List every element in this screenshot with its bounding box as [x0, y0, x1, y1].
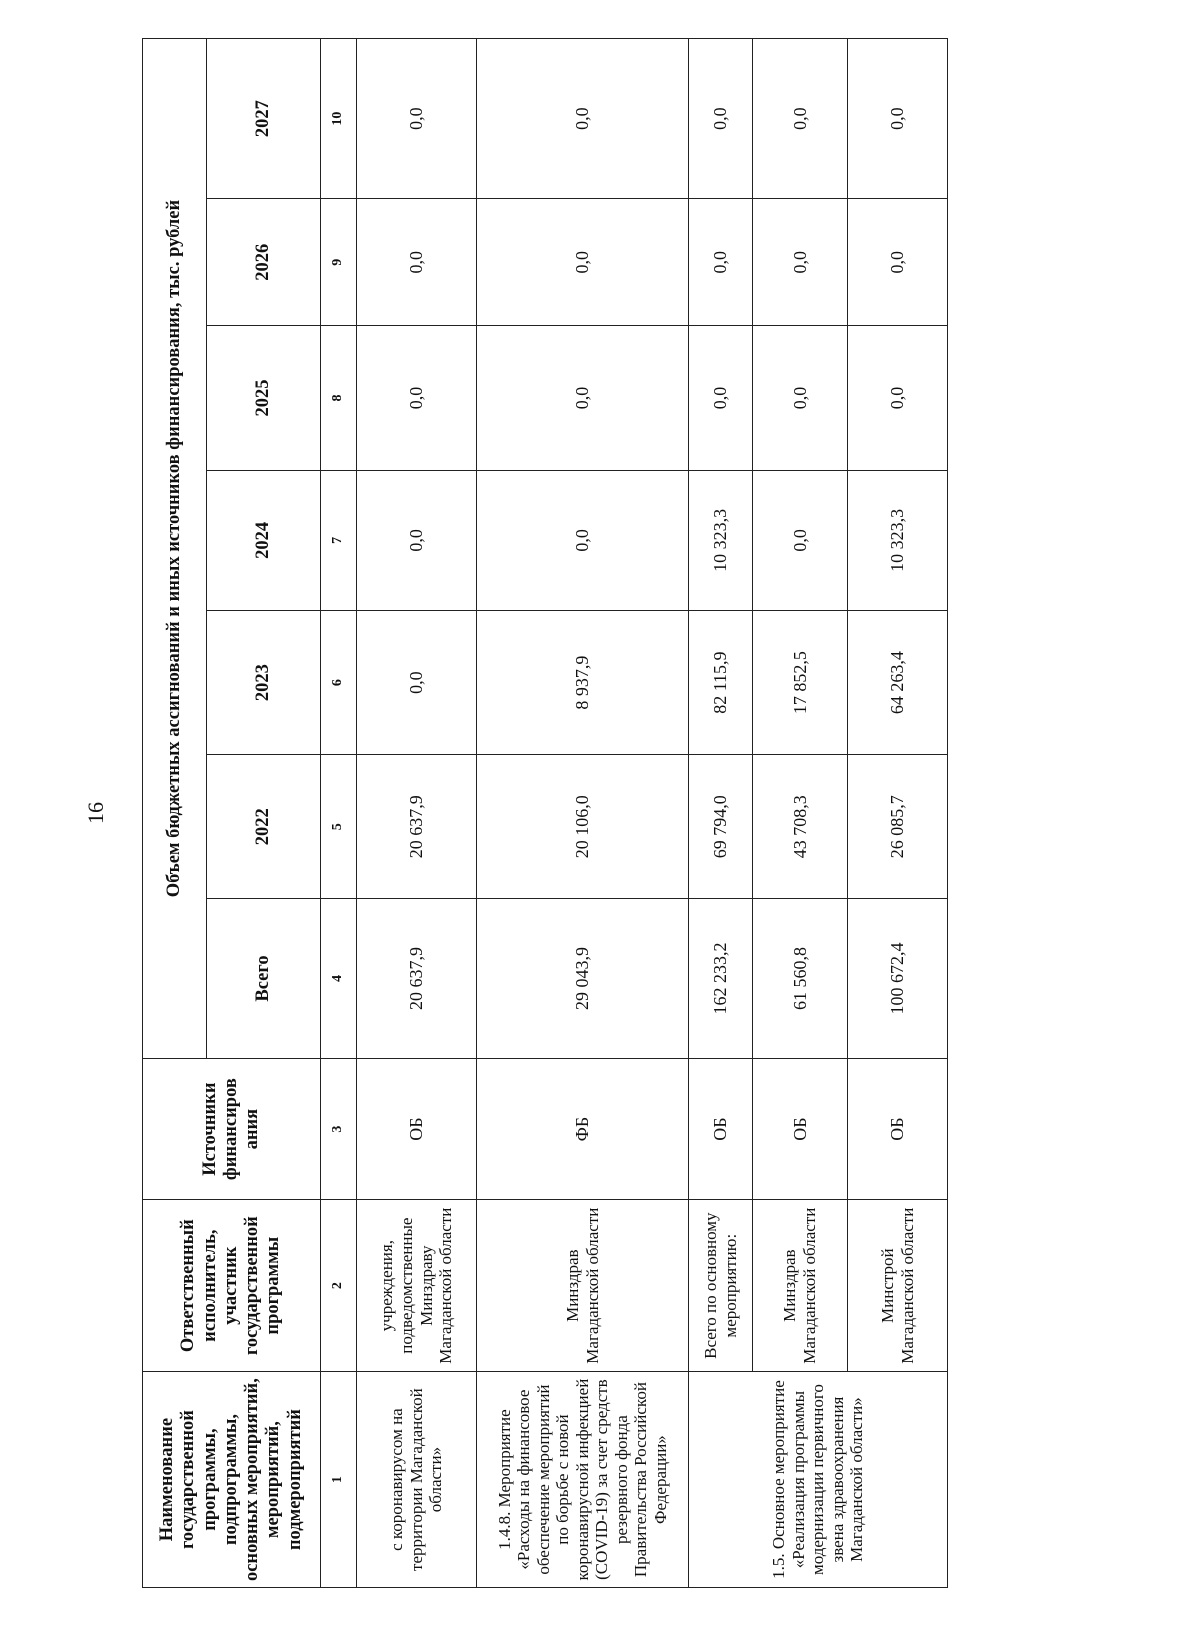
- column-numbers-row: [321, 39, 357, 1588]
- row-value: 20 637,9: [357, 898, 477, 1058]
- header-year: 2027: [207, 39, 321, 199]
- row-value: 64 263,4: [848, 610, 948, 755]
- row-source: ФБ: [477, 1059, 689, 1200]
- table-row: [753, 39, 848, 1588]
- row-value: 0,0: [357, 39, 477, 199]
- row-value: 61 560,8: [753, 898, 848, 1058]
- row-value: 10 323,3: [848, 470, 948, 610]
- row-executor: Минздрав Магаданской области: [477, 1200, 689, 1372]
- page-number: 16: [83, 802, 108, 824]
- row-value: 20 637,9: [357, 755, 477, 899]
- row-source: ОБ: [689, 1059, 753, 1200]
- row-value: 17 852,5: [753, 610, 848, 755]
- row-executor: Минстрой Магаданской области: [848, 1200, 948, 1372]
- row-source: ОБ: [357, 1059, 477, 1200]
- row-value: 0,0: [357, 326, 477, 471]
- header-year: 2023: [207, 610, 321, 755]
- row-executor: учреждения, подведомственные Минздраву Магаданской области: [357, 1200, 477, 1372]
- row-value: 26 085,7: [848, 755, 948, 899]
- column-number: 3: [321, 1059, 357, 1200]
- header-year: 2022: [207, 755, 321, 899]
- column-number: 1: [321, 1372, 357, 1588]
- header-volume: Объем бюджетных ассигнований и иных источников финансирования, тыс. рублей: [143, 39, 207, 1059]
- rotated-table-wrapper: [142, 38, 947, 1588]
- header-year: 2026: [207, 199, 321, 326]
- row-name: 1.5. Основное мероприятие «Реализация программы модернизации первичного звена здравоохранения Магаданской области»: [689, 1372, 948, 1588]
- header-year: 2024: [207, 470, 321, 610]
- document-sheet: [142, 38, 947, 1588]
- header-year: 2025: [207, 326, 321, 471]
- financing-table: [142, 38, 948, 1588]
- row-value: 0,0: [477, 326, 689, 471]
- row-value: 43 708,3: [753, 755, 848, 899]
- row-executor: Минздрав Магаданской области: [753, 1200, 848, 1372]
- column-number: 9: [321, 199, 357, 326]
- row-value: 8 937,9: [477, 610, 689, 755]
- row-value: 0,0: [689, 39, 753, 199]
- row-value: 0,0: [753, 470, 848, 610]
- row-value: 0,0: [357, 199, 477, 326]
- row-value: 162 233,2: [689, 898, 753, 1058]
- row-value: 0,0: [477, 39, 689, 199]
- row-source: ОБ: [753, 1059, 848, 1200]
- column-number: 4: [321, 898, 357, 1058]
- row-value: 0,0: [689, 199, 753, 326]
- column-number: 7: [321, 470, 357, 610]
- row-value: 0,0: [753, 326, 848, 471]
- column-number: 2: [321, 1200, 357, 1372]
- table-row: [848, 39, 948, 1588]
- row-value: 10 323,3: [689, 470, 753, 610]
- row-value: 20 106,0: [477, 755, 689, 899]
- header-col-name: Наименование государственной программы, подпрограммы, основных мероприятий, мероприятий, подмероприятий: [143, 1372, 321, 1588]
- table-row: [357, 39, 477, 1588]
- row-value: 0,0: [848, 199, 948, 326]
- table-row-total: [689, 39, 753, 1588]
- row-value: 100 672,4: [848, 898, 948, 1058]
- row-value: 82 115,9: [689, 610, 753, 755]
- row-name: с коронавирусом на территории Магаданской области»: [357, 1372, 477, 1588]
- row-value: 0,0: [753, 39, 848, 199]
- header-col-source: Источники финансиров ания: [143, 1059, 321, 1200]
- row-executor: Всего по основному мероприятию:: [689, 1200, 753, 1372]
- row-value: 0,0: [357, 610, 477, 755]
- column-number: 10: [321, 39, 357, 199]
- row-value: 0,0: [753, 199, 848, 326]
- column-number: 6: [321, 610, 357, 755]
- row-value: 0,0: [848, 326, 948, 471]
- row-value: 0,0: [477, 470, 689, 610]
- row-source: ОБ: [848, 1059, 948, 1200]
- row-value: 0,0: [357, 470, 477, 610]
- row-value: 69 794,0: [689, 755, 753, 899]
- table-row: [477, 39, 689, 1588]
- column-number: 5: [321, 755, 357, 899]
- column-number: 8: [321, 326, 357, 471]
- header-year: Всего: [207, 898, 321, 1058]
- row-value: 0,0: [477, 199, 689, 326]
- header-col-executor: Ответственный исполнитель, участник государственной программы: [143, 1200, 321, 1372]
- row-name: 1.4.8. Мероприятие «Расходы на финансовое обеспечение мероприятий по борьбе с новой коронавирусной инфекцией (COVID-19) за счет средств резервного фонда Правительства Российской Федерации»: [477, 1372, 689, 1588]
- row-value: 0,0: [848, 39, 948, 199]
- row-value: 29 043,9: [477, 898, 689, 1058]
- row-value: 0,0: [689, 326, 753, 471]
